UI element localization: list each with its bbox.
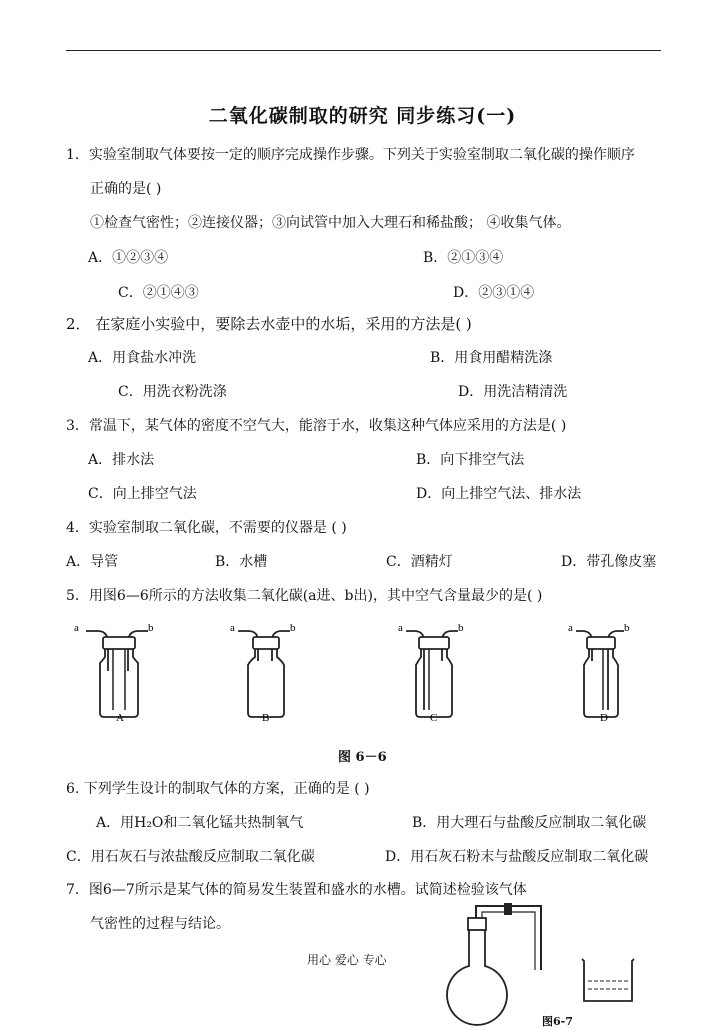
port-a-label: a [230, 622, 235, 634]
page-title: 二氧化碳制取的研究 同步练习(一) [208, 105, 517, 127]
q1-option-a: A．①②③④ [88, 250, 169, 266]
gas-generator-flask-figure [438, 898, 548, 1024]
header-rule [66, 50, 661, 51]
q5-stem: 5．用图6—6所示的方法收集二氧化碳(a进、b出)，其中空气含量最少的是( ) [66, 588, 543, 604]
q3-option-c: C．向上排空气法 [88, 486, 197, 502]
q4-option-a: A．导管 [66, 554, 119, 570]
port-a-label: a [568, 622, 573, 634]
q3-option-b: B．向下排空气法 [416, 452, 525, 468]
q2-option-c: C．用洗衣粉洗涤 [118, 384, 227, 400]
port-a-label: a [74, 622, 79, 634]
q6-option-b: B．用大理石与盐酸反应制取二氧化碳 [412, 815, 647, 831]
q2-option-a: A．用食盐水冲洗 [88, 350, 197, 366]
footer-motto: 用心 爱心 专心 [307, 953, 387, 967]
port-b-label: b [148, 622, 154, 634]
q3-option-a: A．排水法 [88, 452, 155, 468]
figure-label-b: B [262, 712, 270, 724]
q2-option-b: B．用食用醋精洗涤 [430, 350, 553, 366]
q4-option-b: B．水槽 [215, 554, 268, 570]
q7-stem-cont: 气密性的过程与结论。 [90, 916, 230, 932]
q2-stem: 2． 在家庭小实验中，要除去水壶中的水垢，采用的方法是( ) [66, 315, 472, 333]
q4-option-d: D．带孔像皮塞 [561, 554, 657, 570]
water-trough-figure [578, 955, 638, 1010]
q1-option-b: B．②①③④ [423, 250, 504, 266]
q3-option-d: D．向上排空气法、排水法 [416, 486, 582, 502]
q1-stem: 1．实验室制取气体要按一定的顺序完成操作步骤。下列关于实验室制取二氧化碳的操作顺序 [66, 147, 635, 163]
q1-option-c: C．②①④③ [118, 285, 199, 301]
figure-label-d: D [600, 712, 608, 724]
q1-option-d: D．②③①④ [453, 285, 535, 301]
q4-option-c: C．酒精灯 [386, 554, 453, 570]
q6-stem: 6. 下列学生设计的制取气体的方案，正确的是 ( ) [66, 781, 370, 797]
figure-label-a: A [116, 712, 124, 724]
q2-option-d: D．用洗洁精清洗 [458, 384, 568, 400]
gas-bottle-a-figure [70, 615, 170, 725]
q4-stem: 4．实验室制取二氧化碳，不需要的仪器是 ( ) [66, 520, 347, 536]
port-a-label: a [398, 622, 403, 634]
port-b-label: b [458, 622, 464, 634]
gas-bottle-d-figure [554, 615, 654, 725]
port-b-label: b [290, 622, 296, 634]
q7-stem: 7．图6—7所示是某气体的简易发生装置和盛水的水槽。试简述检验该气体 [66, 882, 527, 898]
q1-stem-cont: 正确的是( ) [90, 181, 162, 197]
q3-stem: 3．常温下，某气体的密度不空气大，能溶于水，收集这种气体应采用的方法是( ) [66, 418, 567, 434]
gas-bottle-b-figure [218, 615, 318, 725]
q1-steps: ①检查气密性；②连接仪器；③向试管中加入大理石和稀盐酸； ④收集气体。 [90, 215, 571, 231]
figure-6-7-caption: 图6-7 [542, 1015, 573, 1028]
q6-option-d: D．用石灰石粉末与盐酸反应制取二氧化碳 [385, 849, 649, 865]
figure-label-c: C [430, 712, 438, 724]
q6-option-a: A．用H₂O和二氧化锰共热制氧气 [96, 815, 304, 831]
gas-bottle-c-figure [386, 615, 486, 725]
figure-6-6-caption: 图 6－6 [338, 750, 387, 765]
port-b-label: b [624, 622, 630, 634]
q6-option-c: C．用石灰石与浓盐酸反应制取二氧化碳 [66, 849, 315, 865]
